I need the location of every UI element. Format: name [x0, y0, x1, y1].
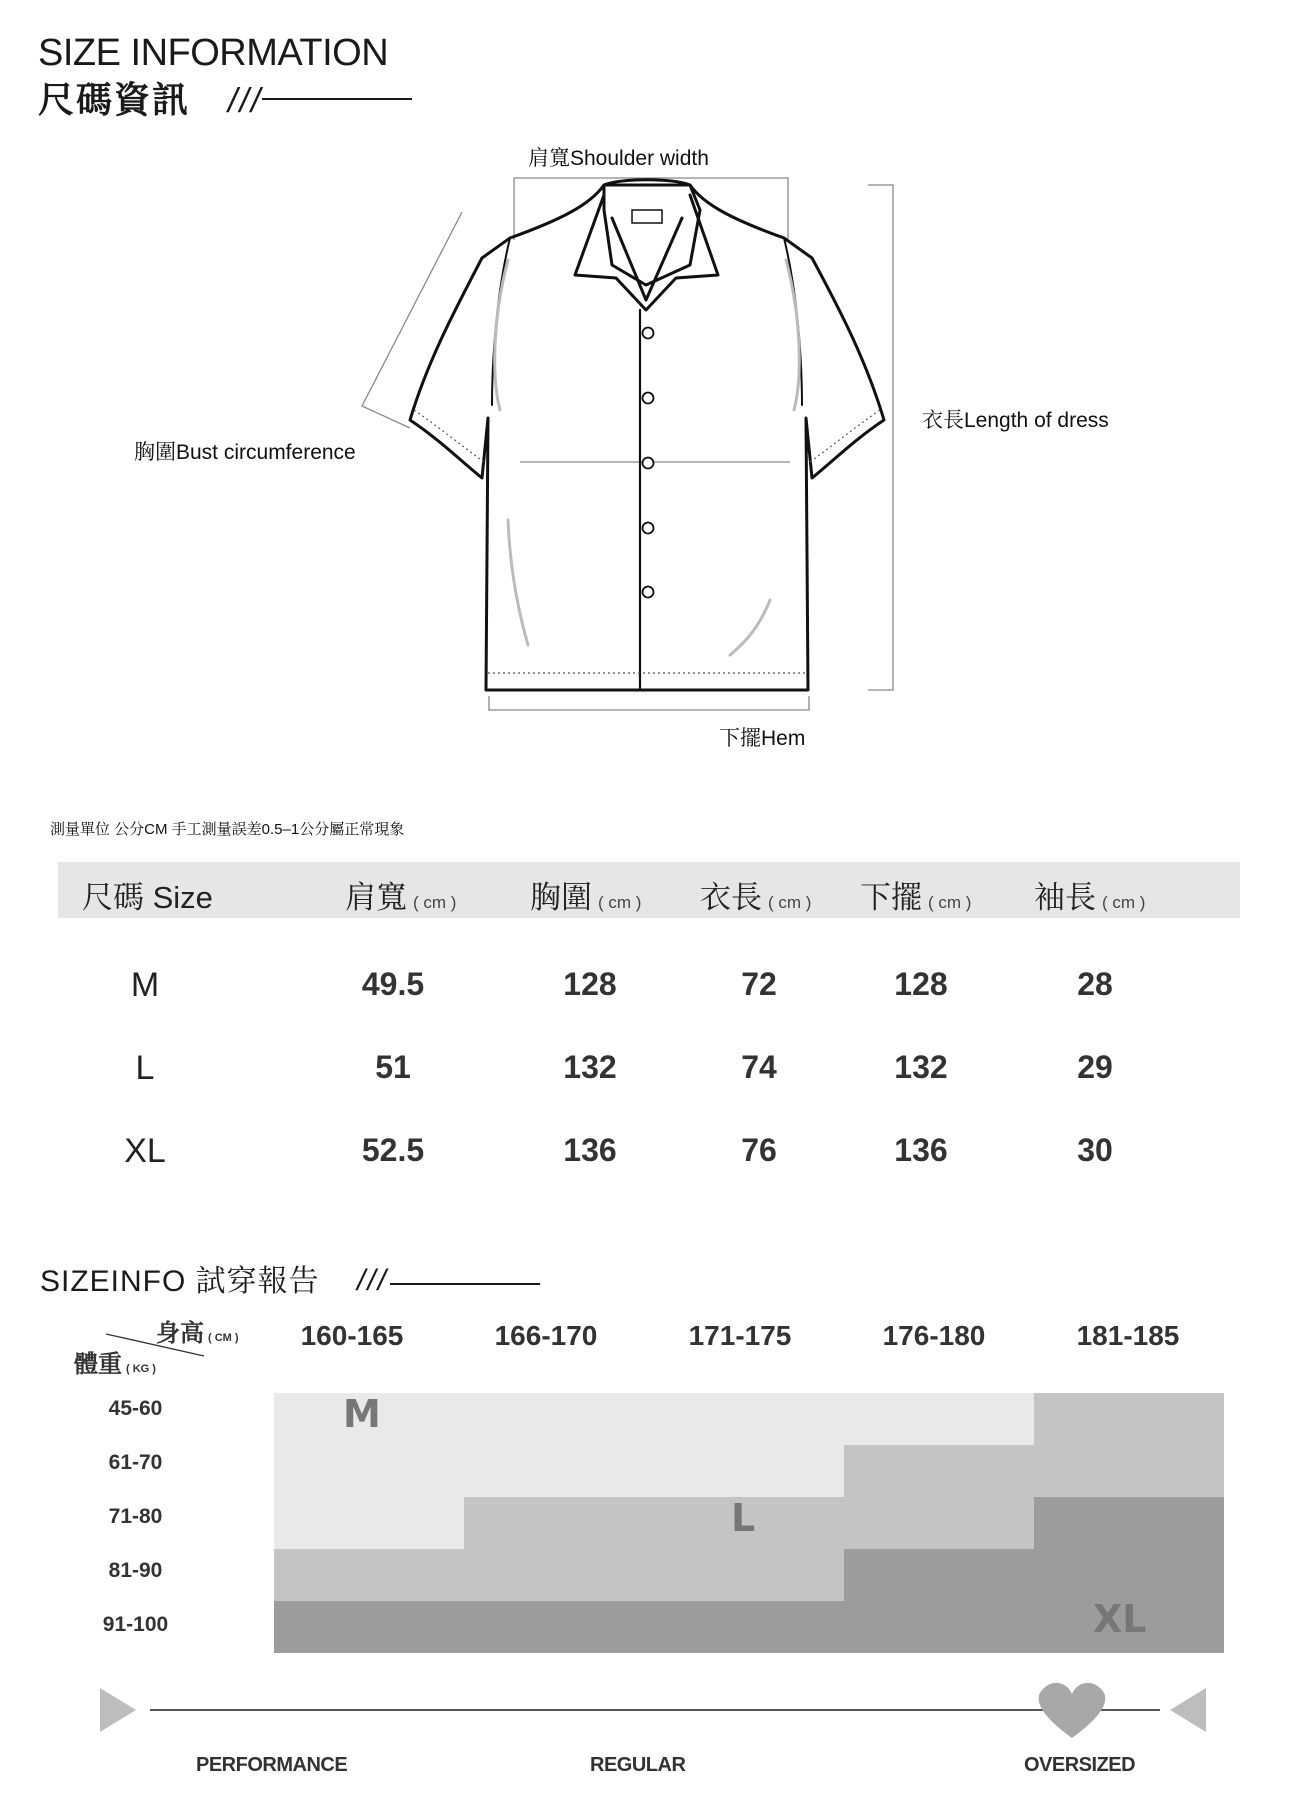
fit-cell: [464, 1549, 654, 1601]
fit-cell: [654, 1601, 844, 1653]
weight-row-2: 61-70: [108, 1451, 163, 1474]
row-l-hem: 132: [894, 1049, 948, 1085]
row-xl-length: 76: [741, 1132, 777, 1168]
row-m-hem: 128: [894, 966, 948, 1002]
scale-regular: REGULAR: [590, 1754, 686, 1776]
height-col-4: 176-180: [882, 1320, 986, 1351]
hem-label: 下擺Hem: [719, 727, 806, 750]
fit-mark-l: L: [731, 1496, 756, 1540]
row-l-size: L: [135, 1049, 155, 1087]
weight-row-5: 91-100: [102, 1613, 169, 1636]
fit-report-slashes: ///: [357, 1264, 389, 1297]
row-m-bust: 128: [563, 966, 617, 1002]
fit-cell: [1034, 1549, 1224, 1601]
scale-performance: PERFORMANCE: [196, 1754, 348, 1776]
weight-axis-label: 體重 ( KG ): [74, 1351, 156, 1378]
row-m-sleeve: 28: [1077, 966, 1113, 1002]
page-title: SIZE INFORMATION: [38, 32, 389, 74]
weight-row-3: 71-80: [108, 1505, 163, 1528]
fit-cell: [464, 1445, 654, 1497]
page-subtitle: 尺碼資訊: [38, 79, 191, 120]
fit-report-title: SIZEINFO 試穿報告: [40, 1265, 320, 1298]
height-col-2: 166-170: [494, 1320, 598, 1351]
fit-cell: [654, 1393, 844, 1445]
row-l-shoulder: 51: [375, 1049, 411, 1085]
selected-heart-icon: [1039, 1683, 1106, 1738]
fit-cell: [274, 1497, 464, 1549]
row-xl-bust: 136: [563, 1132, 617, 1168]
measurement-note: 測量單位 公分CM 手工測量誤差0.5–1公分屬正常現象: [50, 821, 405, 838]
scale-oversized: OVERSIZED: [1024, 1754, 1136, 1776]
row-xl-hem: 136: [894, 1132, 948, 1168]
header-shoulder: 肩寬 ( cm ): [345, 880, 457, 915]
corner-diagonal: [100, 1330, 210, 1360]
fit-mark-xl: XL: [1093, 1597, 1147, 1641]
fit-cell: [274, 1601, 464, 1653]
header-hem: 下擺 ( cm ): [860, 880, 972, 915]
fit-cell: [844, 1445, 1034, 1497]
fit-cell: [1034, 1393, 1224, 1445]
header-size: 尺碼 Size: [82, 880, 213, 915]
length-label: 衣長Length of dress: [922, 409, 1109, 432]
scale-right-arrow: [1170, 1688, 1206, 1732]
fit-cell: [844, 1393, 1034, 1445]
weight-row-1: 45-60: [108, 1397, 163, 1420]
fit-cell: [844, 1601, 1034, 1653]
header-sleeve: 袖長 ( cm ): [1034, 880, 1146, 915]
shoulder-width-label: 肩寬Shoulder width: [528, 147, 709, 170]
fit-mark-m: M: [343, 1392, 381, 1436]
row-xl-shoulder: 52.5: [361, 1132, 425, 1168]
fit-cell: [1034, 1445, 1224, 1497]
bust-label: 胸圍Bust circumference: [134, 441, 356, 464]
height-col-5: 181-185: [1076, 1320, 1180, 1351]
row-xl-sleeve: 30: [1077, 1132, 1113, 1168]
fit-cell: [464, 1601, 654, 1653]
height-col-3: 171-175: [688, 1320, 792, 1351]
title-slashes: ///: [228, 82, 263, 120]
header-bust: 胸圍 ( cm ): [530, 880, 642, 915]
fit-scale: [0, 1670, 1290, 1750]
row-m-shoulder: 49.5: [361, 966, 425, 1002]
row-l-sleeve: 29: [1077, 1049, 1113, 1085]
fit-cell: [654, 1445, 844, 1497]
header-length: 衣長 ( cm ): [700, 880, 812, 915]
height-axis-label: 身高 ( CM ): [156, 1320, 239, 1347]
row-l-length: 74: [741, 1049, 777, 1085]
row-xl-size: XL: [124, 1132, 166, 1170]
title-underline: [262, 98, 412, 100]
fit-report-underline: [390, 1283, 540, 1285]
height-col-1: 160-165: [300, 1320, 404, 1351]
fit-cell: [844, 1549, 1034, 1601]
fit-cell: [464, 1393, 654, 1445]
row-l-bust: 132: [563, 1049, 617, 1085]
fit-cell: [274, 1549, 464, 1601]
row-m-length: 72: [741, 966, 777, 1002]
fit-cell: [274, 1445, 464, 1497]
row-m-size: M: [130, 966, 160, 1004]
fit-cell: [464, 1497, 654, 1549]
fit-cell: [654, 1549, 844, 1601]
fit-cell: [1034, 1497, 1224, 1549]
fit-cell: [844, 1497, 1034, 1549]
scale-left-arrow: [100, 1688, 136, 1732]
weight-row-4: 81-90: [108, 1559, 163, 1582]
